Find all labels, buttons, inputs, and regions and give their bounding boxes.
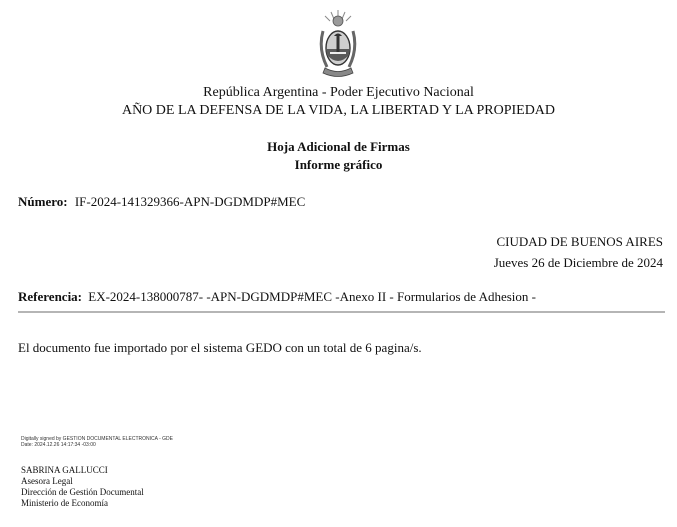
digital-signature-line: Digitally signed by GESTION DOCUMENTAL ELECTRONICA - GDE <box>21 436 173 442</box>
header-year-motto: AÑO DE LA DEFENSA DE LA VIDA, LA LIBERTAD Y LA PROPIEDAD <box>121 103 556 118</box>
digital-signature-date: Date: 2024.12.26 14:17:34 -03:00 <box>21 442 96 448</box>
document-number <box>18 194 305 210</box>
document-city: CIUDAD DE BUENOS AIRES <box>496 234 663 249</box>
document-body: El documento fue importado por el sistema GEDO con un total de 6 pagina/s. <box>18 340 422 355</box>
signer-role: Asesora Legal <box>21 476 73 486</box>
divider <box>18 311 665 313</box>
document-number-value: IF-2024-141329366-APN-DGDMDP#MEC <box>74 194 306 209</box>
signer-name: SABRINA GALLUCCI <box>21 465 108 475</box>
national-coat-of-arms-icon <box>317 9 359 81</box>
document-date: Jueves 26 de Diciembre de 2024 <box>493 255 663 270</box>
document-number-label: Número: <box>18 194 68 209</box>
document-reference <box>18 289 536 305</box>
document-reference-value: EX-2024-138000787- -APN-DGDMDP#MEC -Anexo II - Formularios de Adhesion - <box>88 289 536 304</box>
signer-ministry: Ministerio de Economía <box>21 498 108 508</box>
document-reference-label: Referencia: <box>18 289 83 304</box>
signer-department: Dirección de Gestión Documental <box>21 487 144 497</box>
digital-signature-stamp <box>21 436 173 448</box>
header-republic-line: República Argentina - Poder Ejecutivo Nacional <box>203 85 474 100</box>
signer-block <box>21 465 144 509</box>
document-subtitle: Informe gráfico <box>294 157 383 172</box>
document-title: Hoja Adicional de Firmas <box>267 139 410 154</box>
